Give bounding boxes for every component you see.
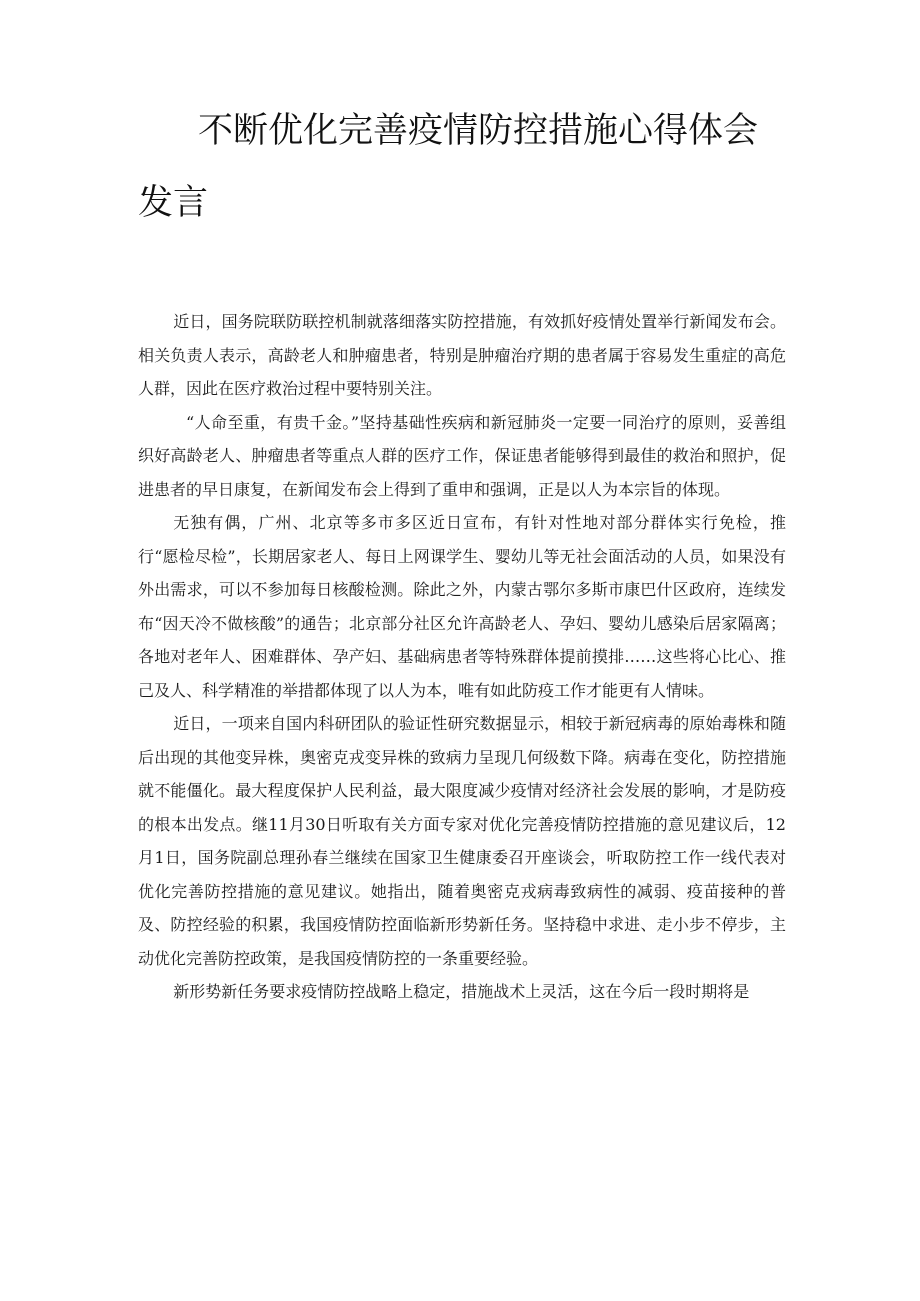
document-title-continued: 发言 <box>138 183 209 223</box>
paragraph-5: 新形势新任务要求疫情防控战略上稳定，措施战术上灵活，这在今后一段时期将是 <box>173 982 750 1001</box>
document-title: 不断优化完善疫情防控措施心得体会 <box>197 111 758 151</box>
paragraph-4: 近日，一项来自国内科研团队的验证性研究数据显示，相较于新冠病毒的原始毒株和随后出现的其他变异株，奥密克戎变异株的致病力呈现几何级数下降。病毒在变化，防控措施就不能僵化。最大程度保护人民利益，最大限度减少疫情对经济社会发展的影响，才是防疫的根本出发点。继11月30日听取有关方面专家对优化完善疫情防控措施的意见建议后，12月1日，国务院副总理孙春兰继续在国家卫生健康委召开座谈会，听取防控工作一线代表对优化完善防控措施的意见建议。她指出，随着奥密克戎病毒致病性的减弱、疫苗接种的普及、防控经验的积累，我国疫情防控面临新形势新任务。坚持稳中求进、走小步不停步，主动优化完善防控政策，是我国疫情防控的一条重要经验。 <box>138 714 786 968</box>
paragraph-3: 无独有偶，广州、北京等多市多区近日宣布，有针对性地对部分群体实行免检，推行“愿检尽检”，长期居家老人、每日上网课学生、婴幼儿等无社会面活动的人员，如果没有外出需求，可以不参加每日核酸检测。除此之外，内蒙古鄂尔多斯市康巴什区政府，连续发布“因天冷不做核酸”的通告；北京部分社区允许高龄老人、孕妇、婴幼儿感染后居家隔离；各地对老年人、困难群体、孕产妇、基础病患者等特殊群体提前摸排……这些将心比心、推己及人、科学精准的举措都体现了以人为本，唯有如此防疫工作才能更有人情味。 <box>138 513 786 700</box>
paragraph-2: “人命至重，有贵千金。”坚持基础性疾病和新冠肺炎一定要一同治疗的原则，妥善组织好高龄老人、肿瘤患者等重点人群的医疗工作，保证患者能够得到最佳的救治和照护，促进患者的早日康复，在新闻发布会上得到了重申和强调，正是以人为本宗旨的体现。 <box>138 412 786 499</box>
document-body <box>138 305 786 1009</box>
paragraph-1: 近日，国务院联防联控机制就落细落实防控措施，有效抓好疫情处置举行新闻发布会。相关负责人表示，高龄老人和肿瘤患者，特别是肿瘤治疗期的患者属于容易发生重症的高危人群，因此在医疗救治过程中要特别关注。 <box>138 312 786 398</box>
